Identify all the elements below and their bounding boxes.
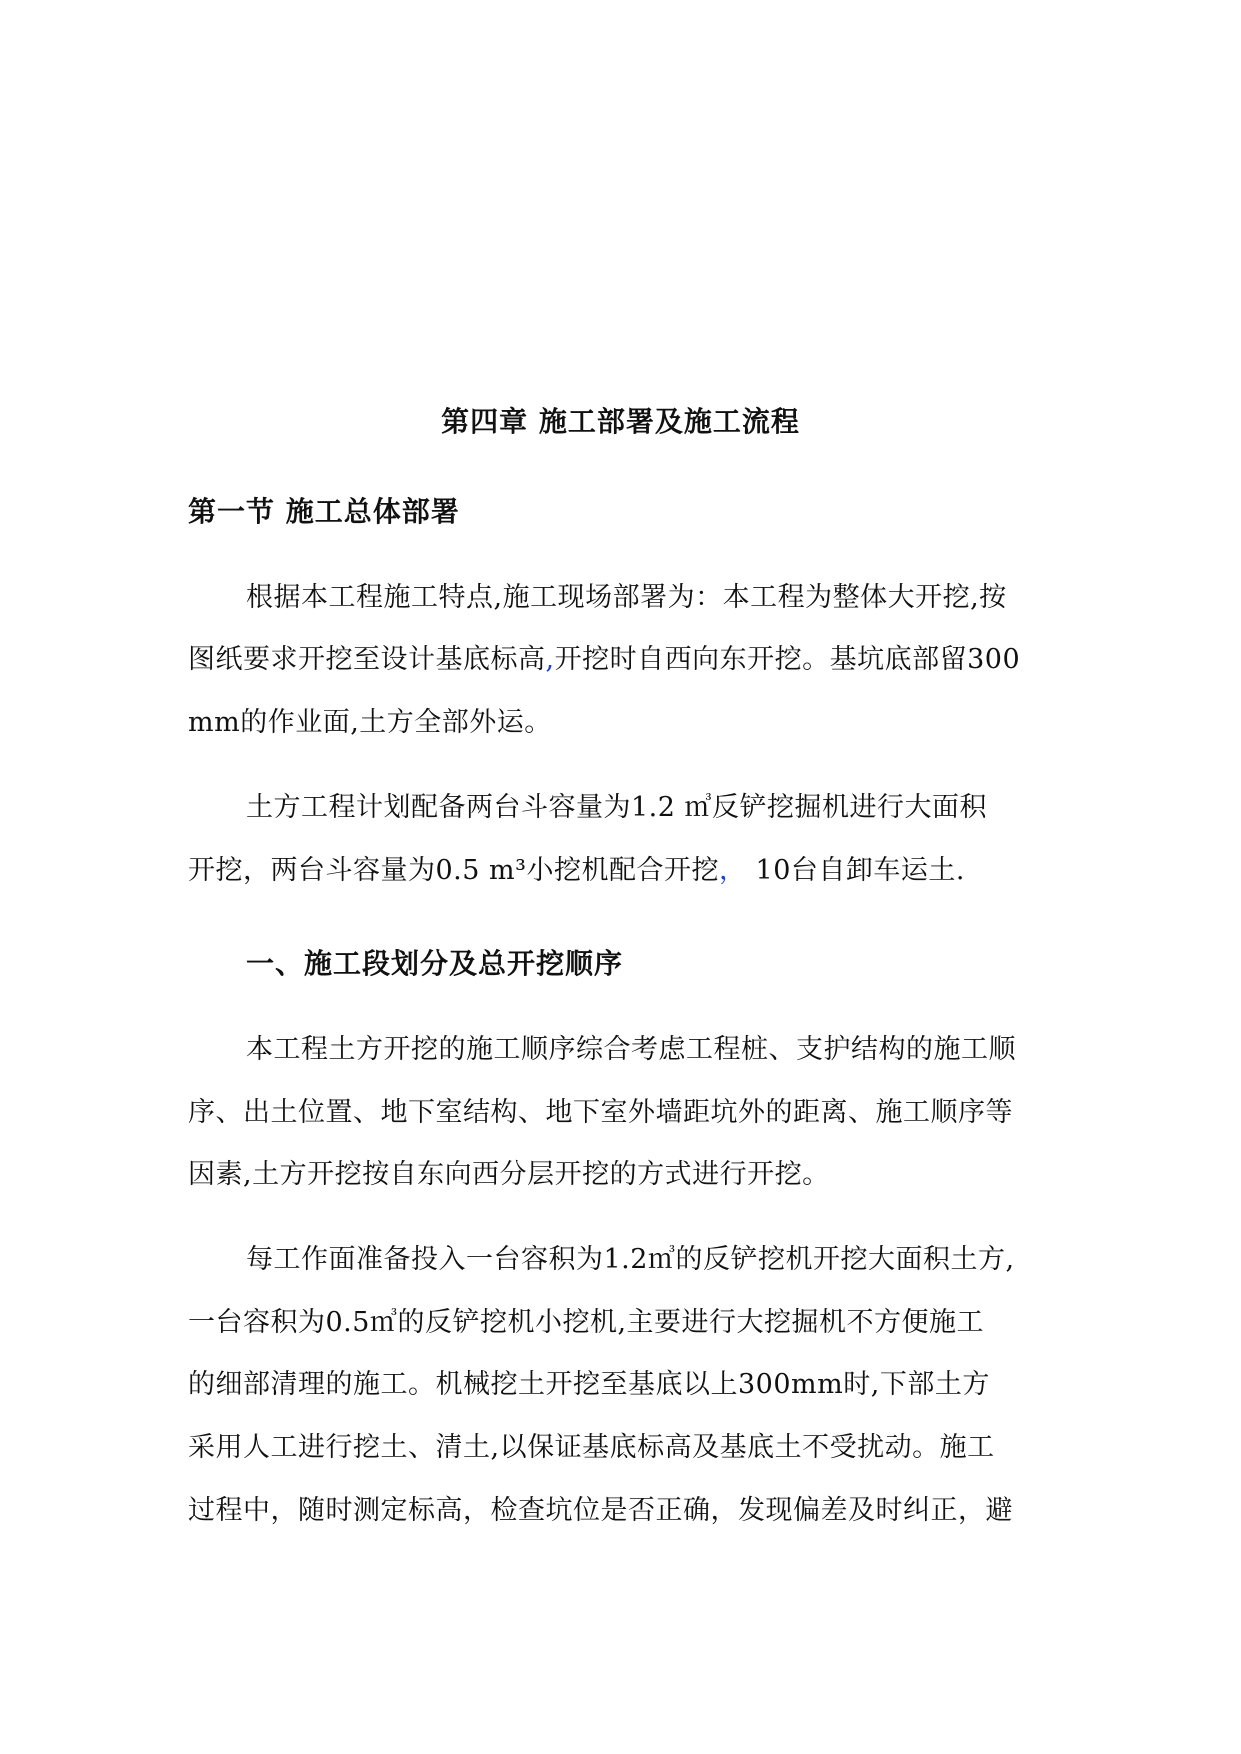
paragraph-line bbox=[188, 848, 965, 887]
paragraph-line: 每工作面准备投入一台容积为1.2㎥的反铲挖机开挖大面积土方, bbox=[246, 1244, 1015, 1275]
paragraph-line: 根据本工程施工特点,施工现场部署为：本工程为整体大开挖,按 bbox=[246, 582, 1007, 613]
paragraph-line: 的细部清理的施工。机械挖土开挖至基底以上300mm时,下部土方 bbox=[188, 1369, 990, 1400]
chapter-title: 第四章 施工部署及施工流程 bbox=[441, 405, 800, 438]
paragraph-text: 开挖时自西向东开挖。基坑底部留300 bbox=[554, 644, 1021, 675]
paragraph-line: 因素,土方开挖按自东向西分层开挖的方式进行开挖。 bbox=[188, 1159, 830, 1190]
section-title: 第一节 施工总体部署 bbox=[188, 495, 460, 528]
paragraph-line bbox=[188, 637, 1020, 676]
paragraph-text: 图纸要求开挖至设计基底标高 bbox=[188, 644, 546, 675]
paragraph-text: 开挖，两台斗容量为0.5 m³小挖机配合开挖 bbox=[188, 855, 719, 886]
paragraph-line: 过程中，随时测定标高，检查坑位是否正确，发现偏差及时纠正，避 bbox=[188, 1495, 1013, 1526]
subsection-title: 一、施工段划分及总开挖顺序 bbox=[246, 947, 624, 980]
blue-comma: ， bbox=[718, 855, 747, 886]
paragraph-line: mm的作业面,土方全部外运。 bbox=[188, 707, 552, 738]
paragraph-text: 10台自卸车运土. bbox=[746, 855, 965, 886]
paragraph-line: 本工程土方开挖的施工顺序综合考虑工程桩、支护结构的施工顺 bbox=[246, 1034, 1016, 1065]
paragraph-line: 土方工程计划配备两台斗容量为1.2 ㎥反铲挖掘机进行大面积 bbox=[246, 792, 988, 823]
blue-comma: , bbox=[545, 644, 555, 675]
paragraph-line: 采用人工进行挖土、清土,以保证基底标高及基底土不受扰动。施工 bbox=[188, 1432, 995, 1463]
paragraph-line: 一台容积为0.5㎥的反铲挖机小挖机,主要进行大挖掘机不方便施工 bbox=[188, 1307, 985, 1338]
paragraph-line: 序、出土位置、地下室结构、地下室外墙距坑外的距离、施工顺序等 bbox=[188, 1097, 1013, 1128]
